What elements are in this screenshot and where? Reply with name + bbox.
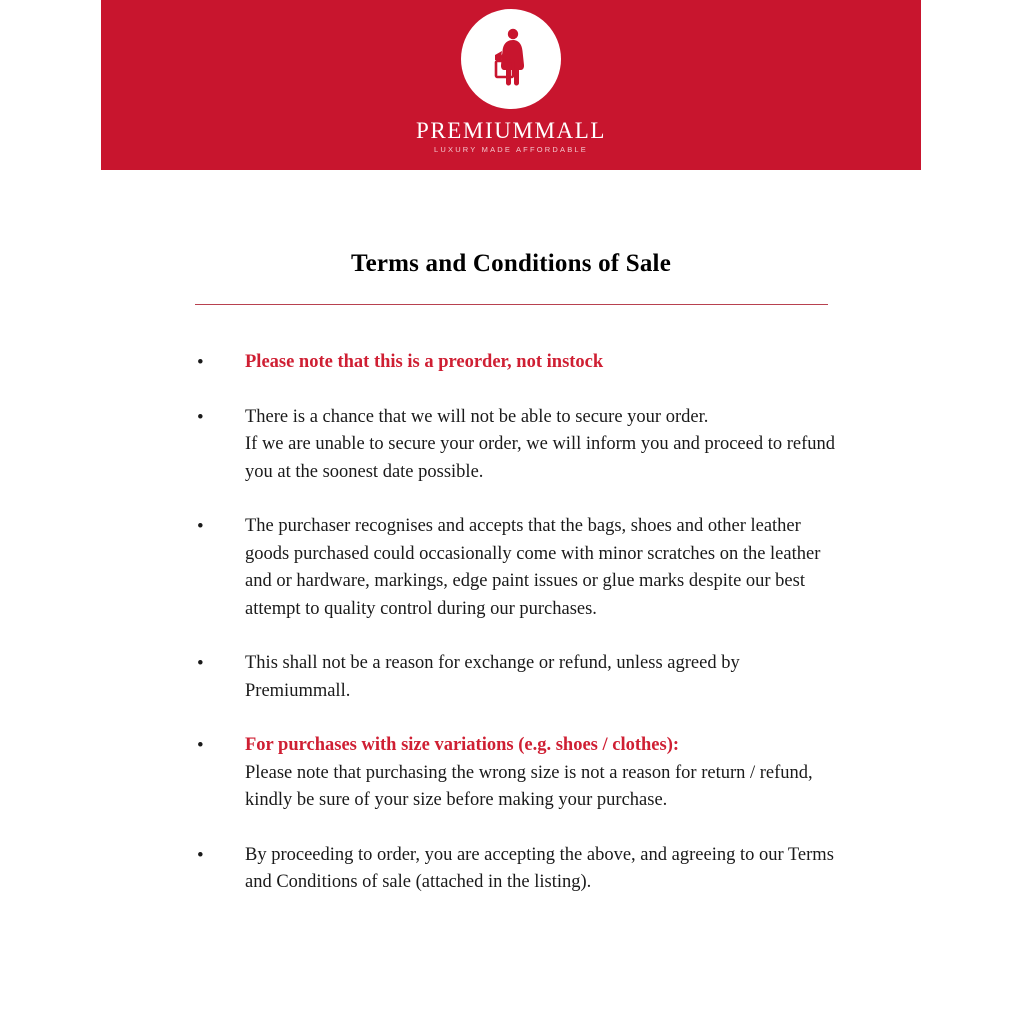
- brand-tagline: LUXURY MADE AFFORDABLE: [434, 144, 588, 154]
- list-item: [197, 404, 841, 487]
- list-item-line: The purchaser recognises and accepts that the bags, shoes and other leather goods purchased could occasionally come with minor scratches on the leather and or hardware, markings, edge paint issues or glue marks despite our best attempt to quality control during our purchases.: [245, 516, 821, 619]
- bullet-icon: •: [197, 352, 204, 373]
- woman-with-handbag-icon: [461, 9, 561, 109]
- list-item-line: If we are unable to secure your order, we will inform you and proceed to refund you at the soonest date possible.: [245, 434, 836, 482]
- list-item: [197, 842, 841, 897]
- bullet-icon: •: [197, 653, 204, 674]
- list-item-line: By proceeding to order, you are accepting the above, and agreeing to our Terms and Conditions of sale (attached in the listing).: [245, 844, 834, 892]
- list-item: [197, 349, 841, 377]
- bullet-icon: •: [197, 844, 204, 866]
- list-item: [197, 650, 841, 705]
- brand-name: PREMIUMMALL: [415, 117, 607, 143]
- list-item-heading: For purchases with size variations (e.g. shoes / clothes):: [245, 735, 680, 755]
- list-item: [197, 732, 841, 815]
- list-item: [197, 513, 841, 623]
- bullet-icon: •: [197, 516, 204, 537]
- page-title: Terms and Conditions of Sale: [350, 250, 672, 277]
- bullet-icon: •: [197, 735, 204, 756]
- brand-logo: [416, 9, 606, 154]
- title-divider: [195, 304, 828, 305]
- list-item-line: There is a chance that we will not be able to secure your order.: [245, 406, 709, 427]
- list-item-line: Please note that this is a preorder, not instock: [245, 352, 604, 372]
- list-item-line: Please note that purchasing the wrong size is not a reason for return / refund, kindly be sure of your size before making your purchase.: [245, 762, 813, 810]
- terms-list: [101, 349, 921, 897]
- list-item-line: This shall not be a reason for exchange or refund, unless agreed by Premiummall.: [245, 653, 740, 701]
- brand-banner: [101, 0, 921, 170]
- bullet-icon: •: [197, 406, 204, 428]
- document-body: [101, 170, 921, 924]
